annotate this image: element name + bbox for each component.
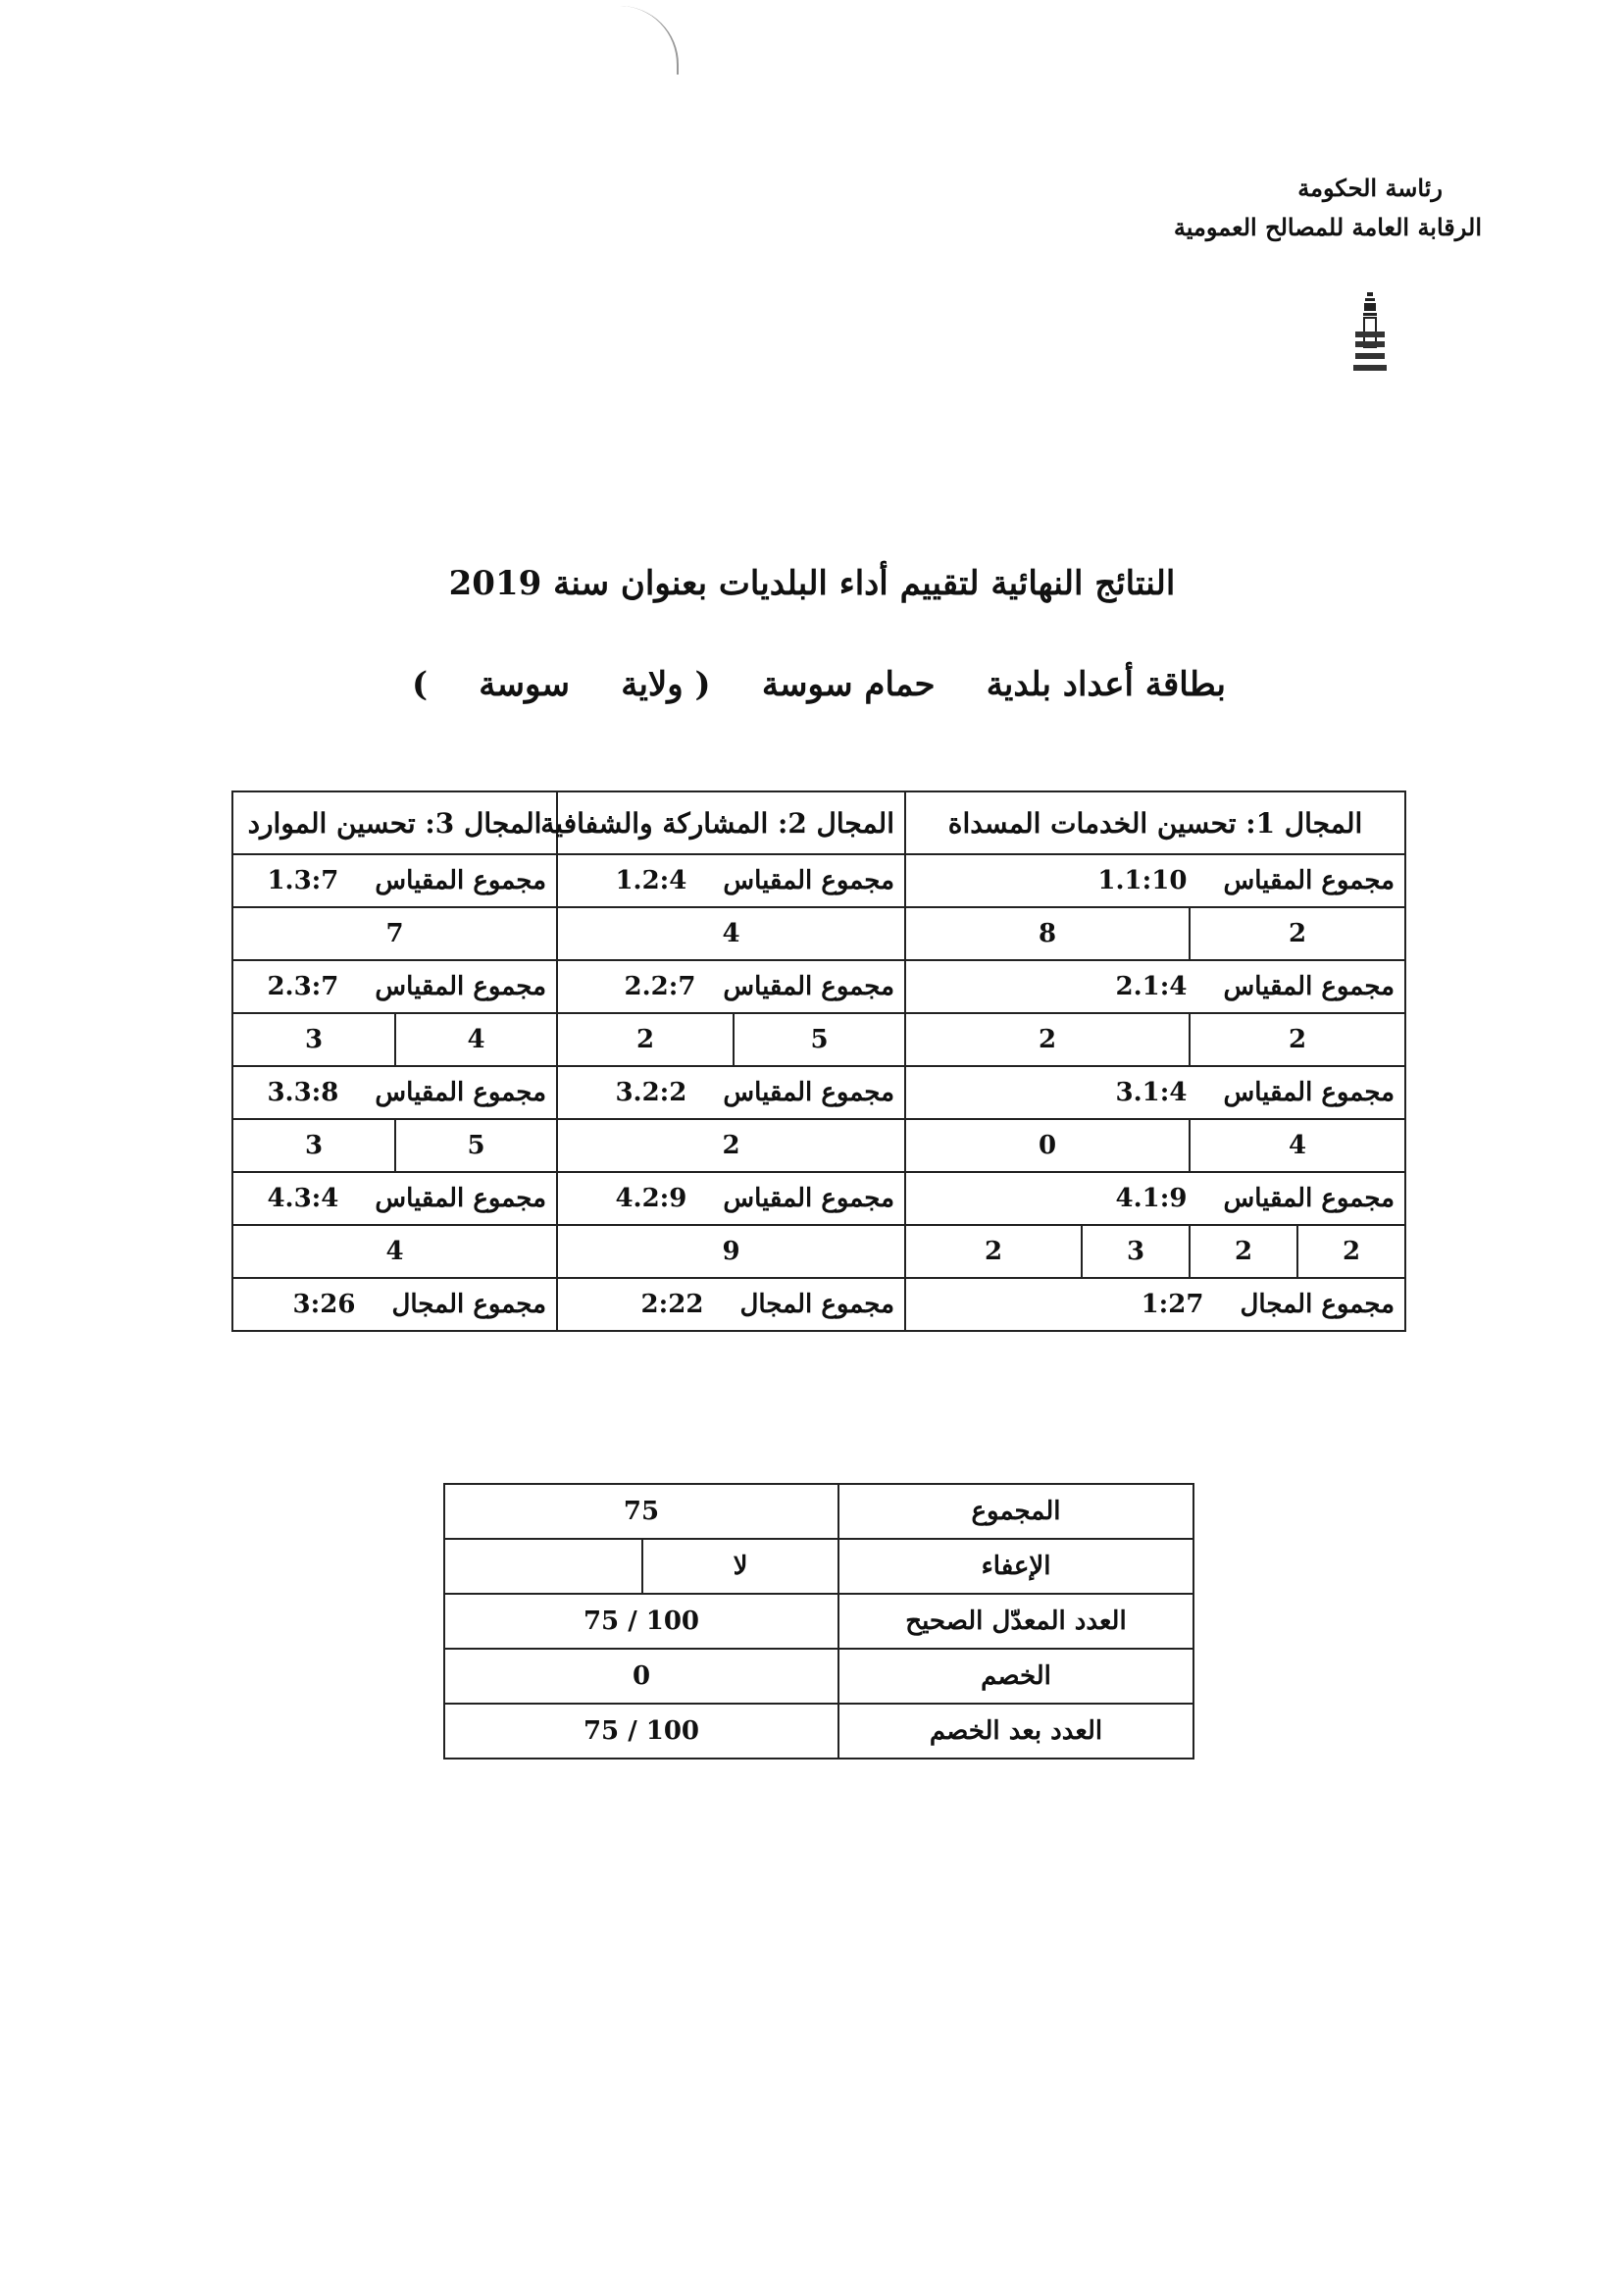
table-row [232,960,1405,1013]
sub-score-cell: 4 [232,1225,557,1278]
card-label: بطاقة أعداد بلدية [986,665,1226,704]
domain-3-header: المجال 3: تحسين الموارد [232,791,557,854]
sub-score-cell: 0 [905,1119,1190,1172]
measure-total-cell: مجموع المقياس 3.1:4 [905,1066,1405,1119]
table-row [232,854,1405,907]
measure-total-cell: مجموع المقياس 1.3:7 [232,854,557,907]
governorate-close: ) [412,665,429,704]
sub-score-cell: 8 [905,907,1190,960]
sub-score-cell: 2 [1297,1225,1405,1278]
measure-total-cell: مجموع المقياس 1.2:4 [557,854,905,907]
summary-value: لا [642,1539,838,1594]
measure-total-cell: مجموع المقياس 2.3:7 [232,960,557,1013]
summary-label: العدد المعدّل الصحيح [838,1594,1193,1649]
domain-total-cell: مجموع المجال 2:22 [557,1278,905,1331]
measure-total-cell: مجموع المقياس 4.3:4 [232,1172,557,1225]
issuer-line-2: الرقابة العامة للمصالح العمومية [1173,213,1482,241]
table-row [232,907,1405,960]
domain-scores-table [231,790,1406,1332]
minaret-logo-icon [1353,292,1389,390]
table-row [444,1539,1193,1594]
issuer-line-1: رئاسة الحكومة [1297,174,1443,202]
summary-label: المجموع [838,1484,1193,1539]
sub-score-cell: 2 [905,1225,1082,1278]
table-row [232,1119,1405,1172]
summary-label: العدد بعد الخصم [838,1704,1193,1759]
measure-total-cell: مجموع المقياس 1.1:10 [905,854,1405,907]
measure-total-cell: مجموع المقياس 3.3:8 [232,1066,557,1119]
sub-score-cell: 9 [557,1225,905,1278]
sub-score-cell: 2 [905,1013,1190,1066]
domain-total-cell: مجموع المجال 1:27 [905,1278,1405,1331]
measure-total-cell: مجموع المقياس 4.1:9 [905,1172,1405,1225]
table-row [444,1484,1193,1539]
sub-score-cell: 2 [1190,1013,1405,1066]
table-row [444,1704,1193,1759]
sub-score-cell: 4 [1190,1119,1405,1172]
summary-value: 100 / 75 [444,1594,838,1649]
sub-score-cell: 4 [557,907,905,960]
measure-total-cell: مجموع المقياس 4.2:9 [557,1172,905,1225]
sub-score-cell: 7 [232,907,557,960]
governorate-open: ( ولاية [621,665,711,704]
sub-score-cell: 5 [734,1013,905,1066]
municipality-card-line [412,665,1226,704]
table-row [232,1013,1405,1066]
table-row [232,1066,1405,1119]
domain-1-header: المجال 1: تحسين الخدمات المسداة [905,791,1405,854]
summary-value: 100 / 75 [444,1704,838,1759]
sub-score-cell: 2 [557,1119,905,1172]
document-title: النتائج النهائية لتقييم أداء البلديات بعنوان سنة 2019 [448,564,1176,603]
sub-score-cell: 3 [232,1119,395,1172]
table-row [444,1594,1193,1649]
summary-label: الخصم [838,1649,1193,1704]
measure-total-cell: مجموع المقياس2.2:7 [557,960,905,1013]
sub-score-cell: 3 [1082,1225,1190,1278]
summary-value: 0 [444,1649,838,1704]
table-row [232,1278,1405,1331]
sub-score-cell: 2 [557,1013,734,1066]
summary-value: 75 [444,1484,838,1539]
sub-score-cell: 5 [395,1119,557,1172]
measure-total-cell: مجموع المقياس 2.1:4 [905,960,1405,1013]
municipality-name: حمام سوسة [761,665,936,704]
sub-score-cell: 4 [395,1013,557,1066]
domain-total-cell: مجموع المجال 3:26 [232,1278,557,1331]
domain-2-header: المجال 2: المشاركة والشفافية [557,791,905,854]
governorate-name: سوسة [479,665,571,704]
table-row [232,1225,1405,1278]
table-row [232,791,1405,854]
sub-score-cell: 3 [232,1013,395,1066]
measure-total-cell: مجموع المقياس 3.2:2 [557,1066,905,1119]
summary-label: الإعفاء [838,1539,1193,1594]
issuer-header [1174,169,1482,247]
table-row [444,1649,1193,1704]
summary-extra [444,1539,642,1594]
table-row [232,1172,1405,1225]
sub-score-cell: 2 [1190,1225,1297,1278]
scan-artifact [618,6,679,75]
summary-table [443,1483,1194,1760]
sub-score-cell: 2 [1190,907,1405,960]
